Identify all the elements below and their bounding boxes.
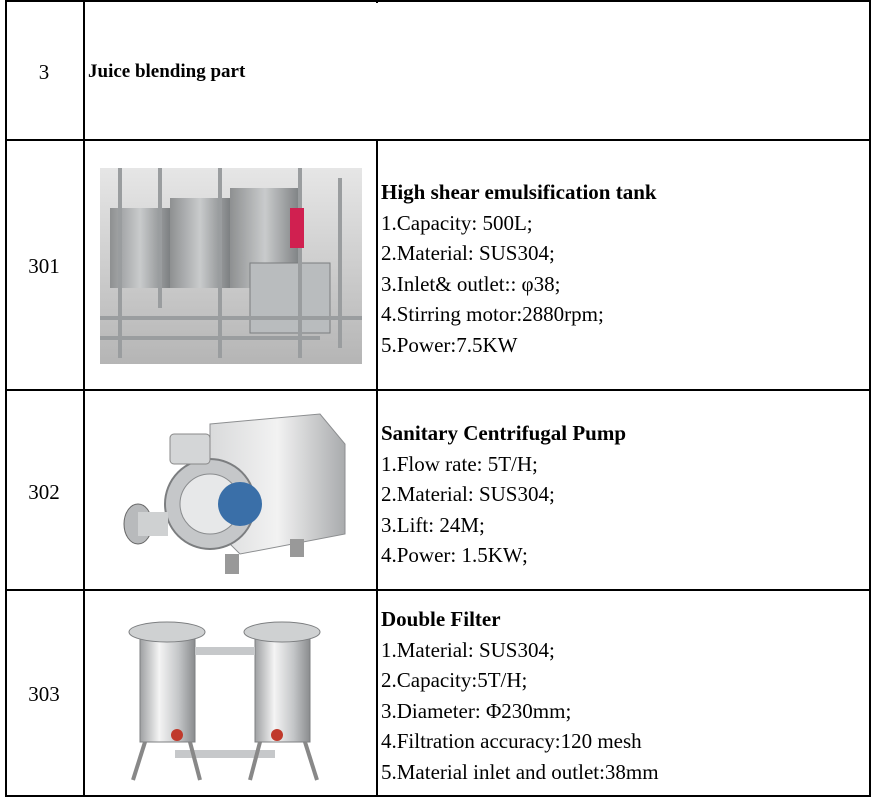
section-number: 3 [38,60,50,84]
spec-line: 3.Diameter: Φ230mm; [381,698,572,723]
emulsification-tank-photo [100,168,362,364]
spec-line: 1.Capacity: 500L; [381,210,533,235]
table-rule [376,0,378,3]
spec-line: 3.Inlet& outlet:: φ38; [381,271,561,296]
item-description [381,177,657,360]
spec-line: 4.Stirring motor:2880rpm; [381,302,604,326]
spec-line: 3.Lift: 24M; [381,512,485,537]
table-rule [5,0,7,797]
section-title: Juice blending part [88,61,246,82]
table-rule [5,795,871,797]
table-rule [376,139,378,797]
spec-line: 4.Power: 1.5KW; [381,543,528,567]
spec-line: 1.Flow rate: 5T/H; [381,451,538,476]
table-rule [5,139,871,141]
spec-line: 5.Material inlet and outlet:38mm [381,759,659,784]
item-description [381,418,626,571]
table-rule [5,0,871,2]
spec-line: 2.Material: SUS304; [381,482,555,506]
item-number: 301 [28,254,60,278]
table-rule [5,589,871,591]
spec-line: 2.Capacity:5T/H; [381,668,528,692]
item-title: High shear emulsification tank [381,180,657,204]
table-rule [83,0,85,797]
spec-line: 2.Material: SUS304; [381,241,555,265]
spec-line: 4.Filtration accuracy:120 mesh [381,729,642,753]
item-number: 302 [28,480,60,504]
item-title: Double Filter [381,607,501,631]
spec-line: 5.Power:7.5KW [381,332,518,357]
centrifugal-pump-photo [120,404,360,580]
item-description [381,604,659,787]
double-filter-photo [115,602,330,788]
item-number: 303 [28,682,60,706]
table-rule [5,389,871,391]
spec-line: 1.Material: SUS304; [381,637,555,662]
item-title: Sanitary Centrifugal Pump [381,421,627,445]
